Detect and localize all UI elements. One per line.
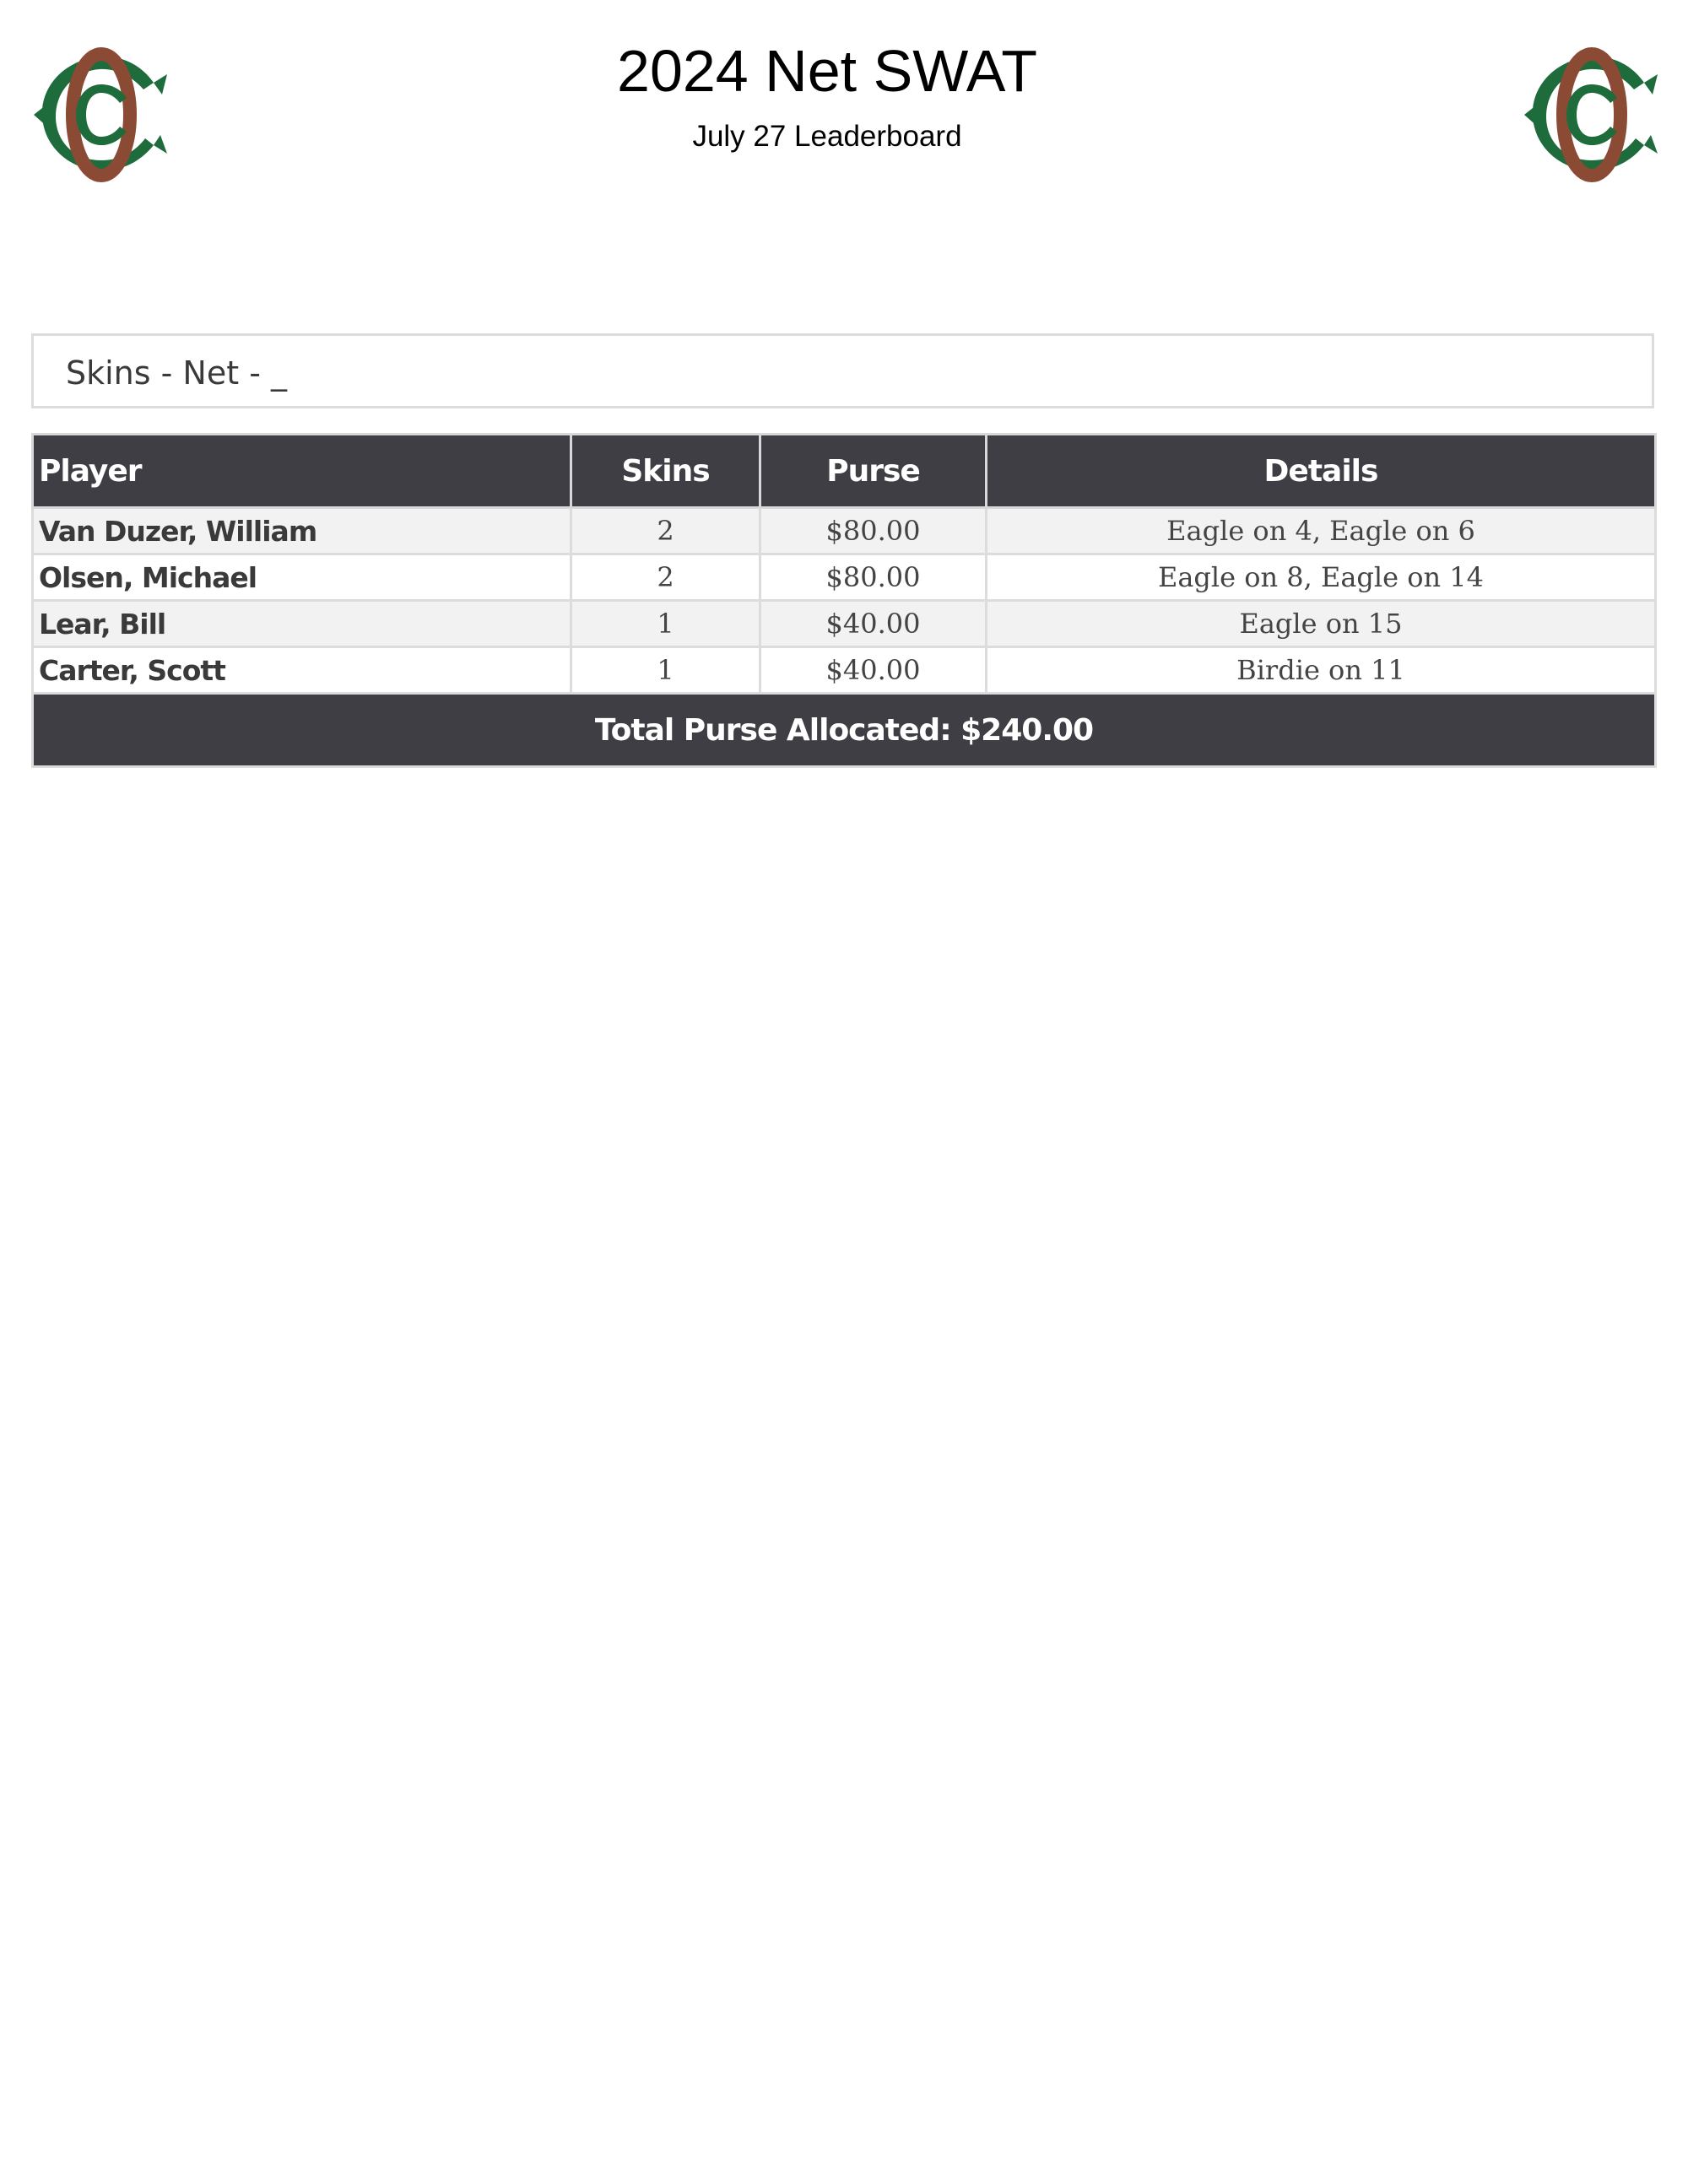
skin-details: Eagle on 8, Eagle on 14	[987, 554, 1656, 601]
skin-details: Eagle on 15	[987, 601, 1656, 647]
total-purse-label: Total Purse Allocated: $240.00	[33, 694, 1656, 767]
skins-count: 2	[571, 554, 760, 601]
purse-amount: $80.00	[760, 554, 987, 601]
player-name: Olsen, Michael	[33, 554, 571, 601]
table-row	[33, 647, 1656, 694]
skins-count: 1	[571, 601, 760, 647]
column-header-purse: Purse	[760, 435, 987, 508]
page-subtitle: July 27 Leaderboard	[692, 120, 962, 153]
table-row	[33, 554, 1656, 601]
section-label: Skins - Net - _	[66, 354, 288, 392]
skin-details: Birdie on 11	[987, 647, 1656, 694]
player-name: Lear, Bill	[33, 601, 571, 647]
page-title: 2024 Net SWAT	[617, 38, 1037, 104]
player-name: Van Duzer, William	[33, 508, 571, 554]
skin-details: Eagle on 4, Eagle on 6	[987, 508, 1656, 554]
table-row	[33, 508, 1656, 554]
purse-amount: $80.00	[760, 508, 987, 554]
skins-count: 1	[571, 647, 760, 694]
player-name: Carter, Scott	[33, 647, 571, 694]
total-row	[33, 694, 1656, 767]
table-row	[33, 601, 1656, 647]
table-header-row	[33, 435, 1656, 508]
skins-count: 2	[571, 508, 760, 554]
column-header-skins: Skins	[571, 435, 760, 508]
column-header-player: Player	[33, 435, 571, 508]
purse-amount: $40.00	[760, 647, 987, 694]
section-header	[31, 333, 1654, 408]
column-header-details: Details	[987, 435, 1656, 508]
purse-amount: $40.00	[760, 601, 987, 647]
leaderboard-table	[31, 433, 1657, 768]
